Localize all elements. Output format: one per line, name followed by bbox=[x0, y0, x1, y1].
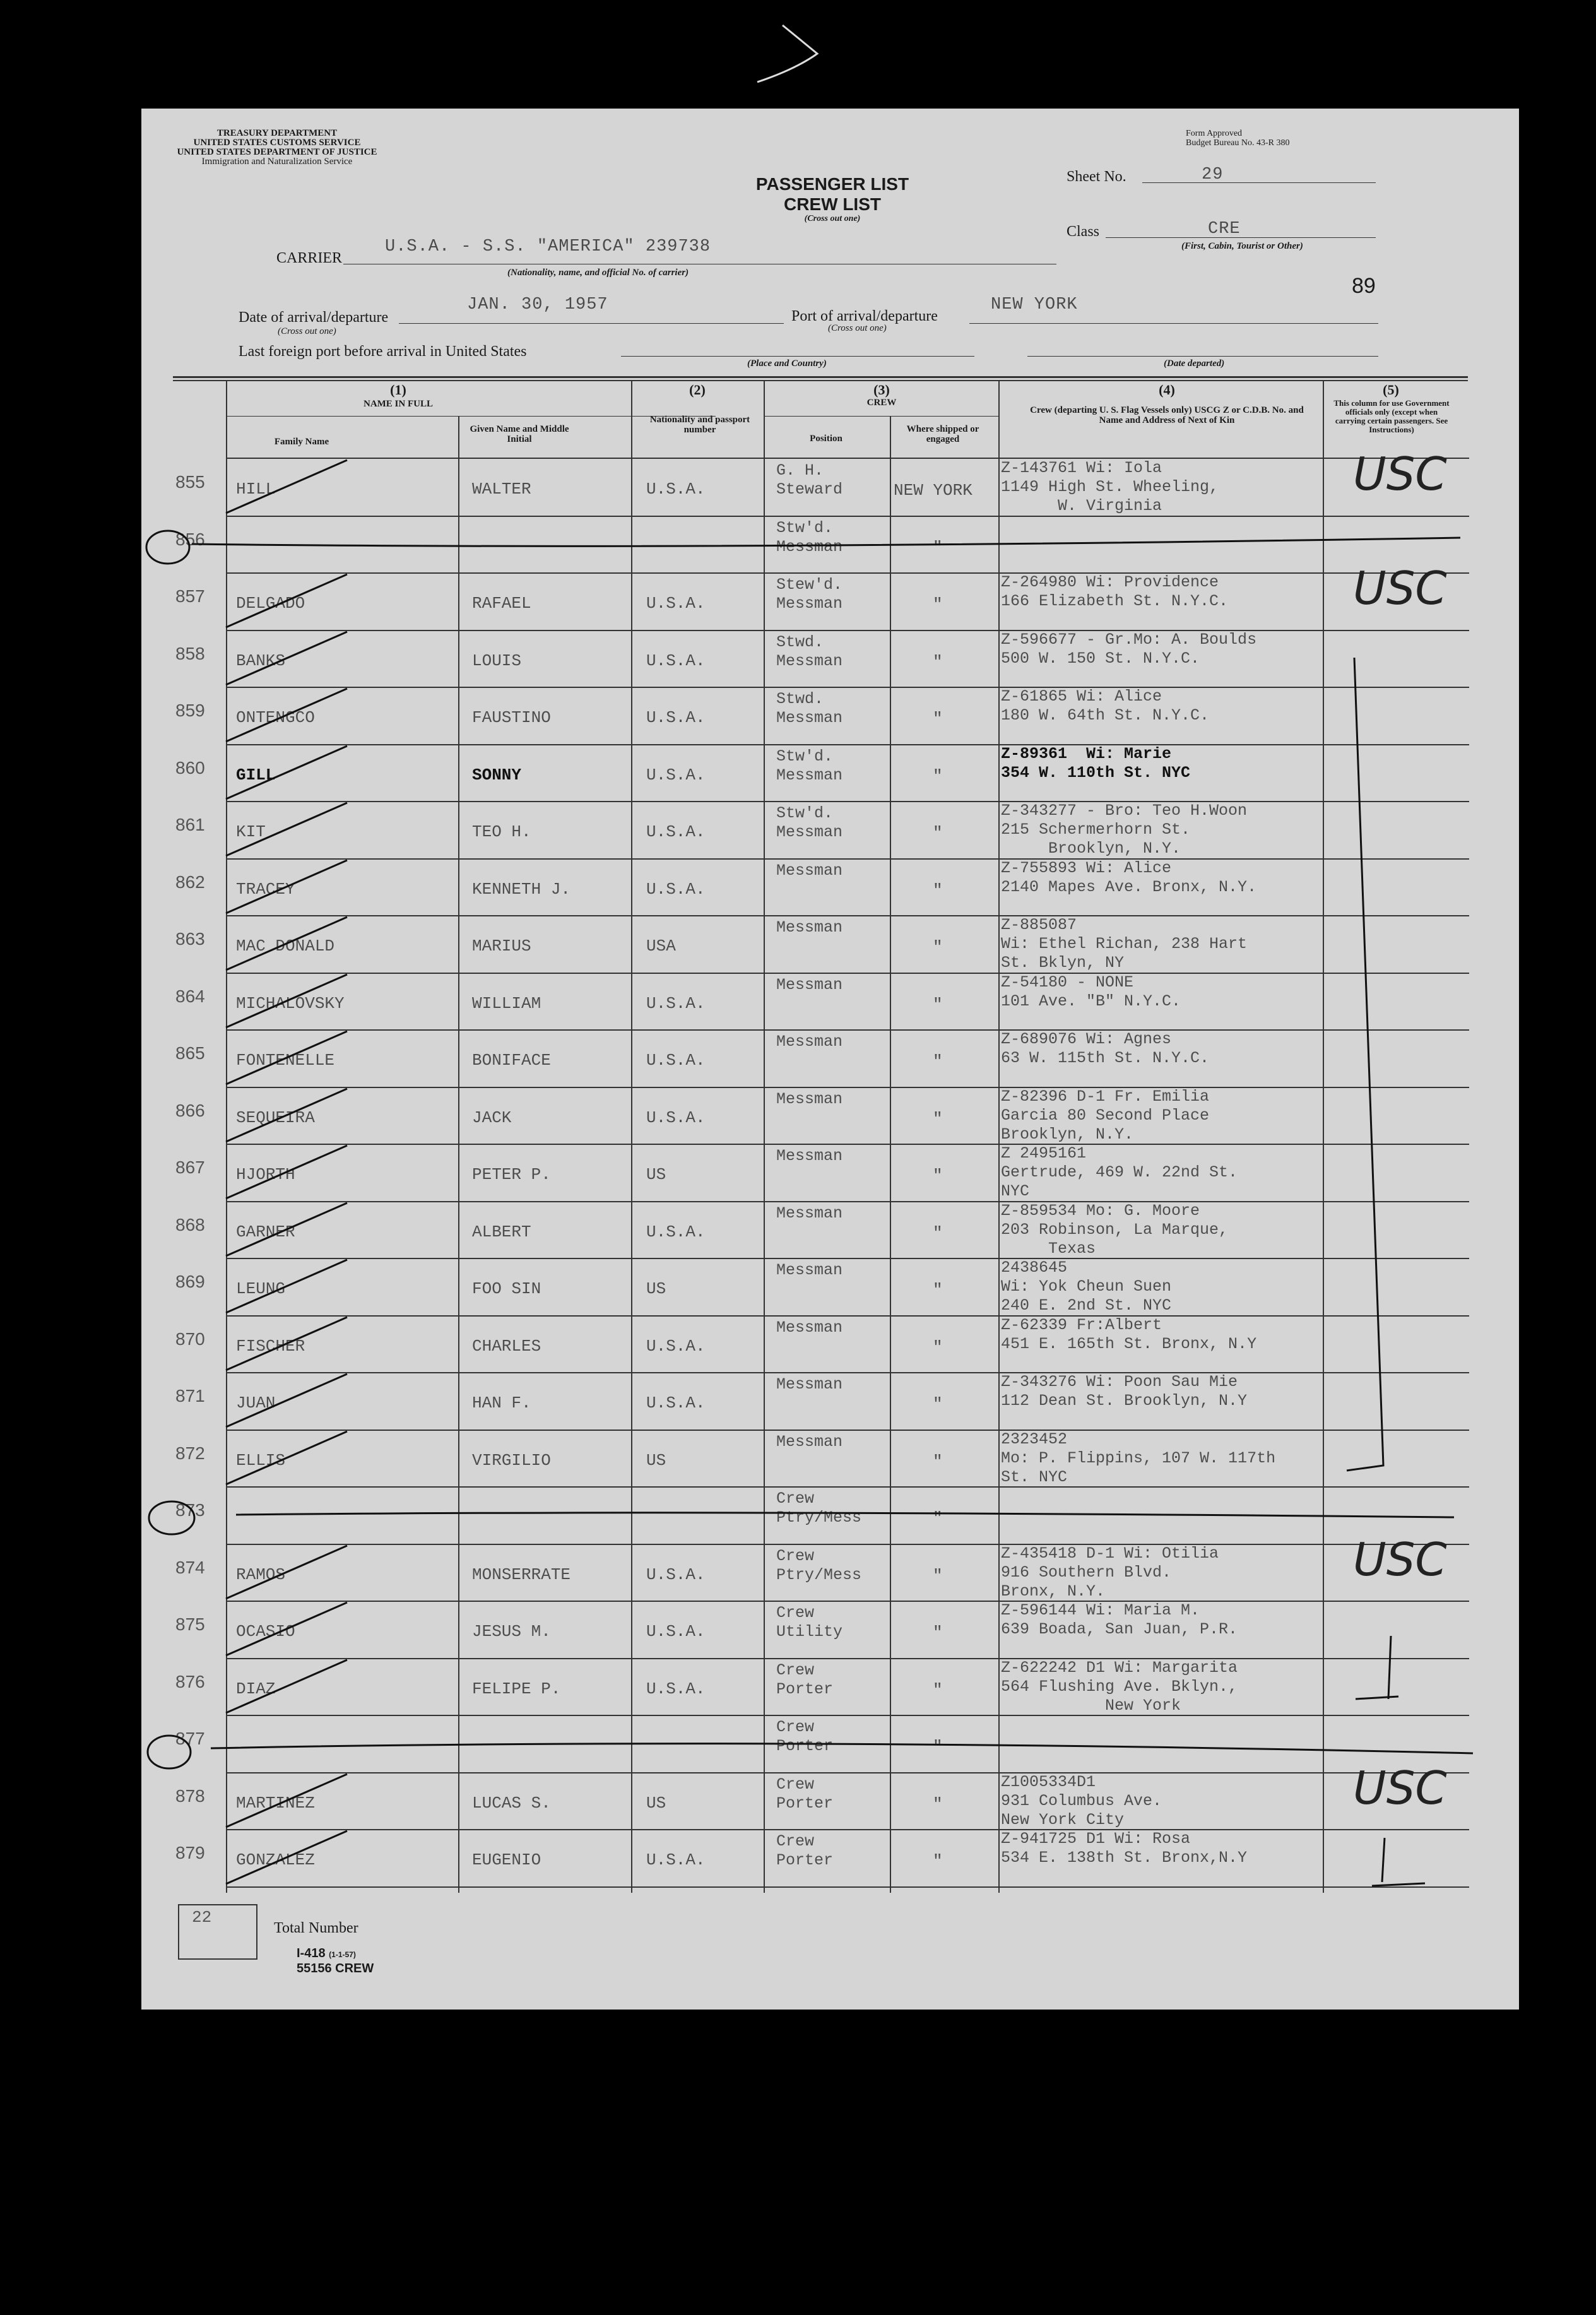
row-number: 872 bbox=[175, 1443, 205, 1463]
given-name: FAUSTINO bbox=[472, 708, 551, 728]
family-name: GARNER bbox=[236, 1222, 295, 1241]
next-of-kin: Z 2495161 Gertrude, 469 W. 22nd St. NYC bbox=[1001, 1144, 1238, 1200]
class-label: Class bbox=[1067, 223, 1100, 240]
date-value: JAN. 30, 1957 bbox=[467, 295, 608, 314]
nationality: US bbox=[646, 1165, 666, 1185]
place-hint: (Place and Country) bbox=[747, 358, 827, 369]
row-number: 865 bbox=[175, 1043, 205, 1063]
next-of-kin: Z-54180 - NONE 101 Ave. "B" N.Y.C. bbox=[1001, 973, 1181, 1010]
where-shipped: NEW YORK bbox=[894, 481, 972, 500]
family-name: MAC DONALD bbox=[236, 937, 335, 956]
where-shipped: " bbox=[933, 709, 943, 729]
family-name: MICHALOVSKY bbox=[236, 993, 345, 1013]
port-hint: (Cross out one) bbox=[828, 323, 887, 333]
form-approved: Form Approved bbox=[1186, 129, 1243, 138]
where-shipped: " bbox=[933, 1623, 943, 1643]
where-shipped: " bbox=[933, 1452, 943, 1471]
given-name: EUGENIO bbox=[472, 1850, 541, 1870]
total-value: 22 bbox=[192, 1908, 212, 1927]
given-name: MARIUS bbox=[472, 937, 531, 956]
where-shipped: " bbox=[933, 1852, 943, 1871]
carrier-value: U.S.A. - S.S. "AMERICA" 239738 bbox=[385, 237, 711, 256]
bracket-foot bbox=[1356, 1696, 1398, 1699]
row-number: 866 bbox=[175, 1100, 205, 1120]
crew-position: Messman bbox=[776, 1318, 843, 1337]
col4-title: Crew (departing U. S. Flag Vessels only) USCG Z or C.D.B. No. and Name and Address of Next of Kin bbox=[1030, 405, 1304, 425]
where-shipped: " bbox=[933, 1738, 943, 1757]
next-of-kin: Z-343277 - Bro: Teo H.Woon 215 Schermerhorn St. Brooklyn, N.Y. bbox=[1001, 802, 1248, 858]
row-number: 876 bbox=[175, 1671, 205, 1691]
nationality: U.S.A. bbox=[646, 1051, 706, 1070]
crew-position: Stwd. Messman bbox=[776, 632, 843, 670]
where-shipped: " bbox=[933, 938, 943, 957]
next-of-kin: Z-596677 - Gr.Mo: A. Boulds 500 W. 150 St. N.Y.C. bbox=[1001, 630, 1257, 668]
col3-title: CREW bbox=[866, 398, 897, 408]
official-mark: USC bbox=[1353, 447, 1447, 500]
crew-position: Messman bbox=[776, 1261, 843, 1279]
row-number: 864 bbox=[175, 986, 205, 1006]
row-number: 858 bbox=[175, 643, 205, 663]
next-of-kin: Z-343276 Wi: Poon Sau Mie 112 Dean St. Brooklyn, N.Y bbox=[1001, 1373, 1248, 1410]
row-number: 861 bbox=[175, 815, 205, 835]
row-number: 868 bbox=[175, 1214, 205, 1234]
family-name: MARTINEZ bbox=[236, 1793, 315, 1813]
col3-number: (3) bbox=[873, 382, 890, 398]
given-name: PETER P. bbox=[472, 1165, 551, 1185]
given-name: JESUS M. bbox=[472, 1622, 551, 1642]
row-number: 862 bbox=[175, 872, 205, 892]
agency-line: TREASURY DEPARTMENT bbox=[216, 128, 338, 138]
given-name: MONSERRATE bbox=[472, 1565, 571, 1584]
next-of-kin: Z-941725 D1 Wi: Rosa 534 E. 138th St. Bronx,N.Y bbox=[1001, 1830, 1248, 1867]
family-name: GONZALEZ bbox=[236, 1850, 315, 1870]
where-shipped: " bbox=[933, 595, 943, 615]
next-of-kin: Z-596144 Wi: Maria M. 639 Boada, San Juan, P.R. bbox=[1001, 1601, 1238, 1638]
given-name: WALTER bbox=[472, 480, 531, 499]
row-number: 856 bbox=[175, 529, 205, 549]
official-mark: USC bbox=[1353, 1761, 1447, 1815]
nationality: U.S.A. bbox=[646, 1679, 706, 1698]
nationality: U.S.A. bbox=[646, 1565, 706, 1584]
agency-line: UNITED STATES CUSTOMS SERVICE bbox=[193, 138, 361, 148]
family-name: SEQUEIRA bbox=[236, 1108, 315, 1127]
given-name: JACK bbox=[472, 1108, 512, 1127]
given-name: WILLIAM bbox=[472, 993, 541, 1013]
date-hint: (Cross out one) bbox=[278, 326, 336, 336]
strike-row-877 bbox=[211, 1744, 1473, 1753]
family-name: ELLIS bbox=[236, 1450, 286, 1470]
crew-position: Stw'd. Messman bbox=[776, 747, 843, 784]
row-number: 855 bbox=[175, 472, 205, 492]
page-number: 89 bbox=[1352, 274, 1376, 298]
nationality: U.S.A. bbox=[646, 708, 706, 728]
form-no: I-418 bbox=[297, 1946, 326, 1960]
given-name: KENNETH J. bbox=[472, 879, 571, 899]
form-code: 55156 CREW bbox=[297, 1962, 374, 1975]
where-shipped: " bbox=[933, 824, 943, 843]
official-mark: USC bbox=[1353, 562, 1447, 615]
where-shipped: " bbox=[933, 1052, 943, 1072]
row-number: 859 bbox=[175, 701, 205, 721]
form-id bbox=[297, 1946, 374, 1975]
crew-list-document bbox=[141, 109, 1519, 2010]
crew-position: Stew'd. Messman bbox=[776, 576, 843, 613]
row-number: 879 bbox=[175, 1843, 205, 1863]
form-date: (1-1-57) bbox=[329, 1950, 356, 1959]
where-shipped: " bbox=[933, 1281, 943, 1300]
nationality: U.S.A. bbox=[646, 1622, 706, 1642]
where-shipped: " bbox=[933, 995, 943, 1014]
col3-position: Position bbox=[810, 434, 842, 444]
given-name: LUCAS S. bbox=[472, 1793, 551, 1813]
given-name: BONIFACE bbox=[472, 1051, 551, 1070]
next-of-kin: Z-859534 Mo: G. Moore 203 Robinson, La Marque, Texas bbox=[1001, 1201, 1229, 1258]
nationality: U.S.A. bbox=[646, 1222, 706, 1241]
crew-position: Messman bbox=[776, 918, 843, 937]
nationality: U.S.A. bbox=[646, 822, 706, 842]
agency-line: Immigration and Naturalization Service bbox=[201, 157, 353, 167]
nationality: U.S.A. bbox=[646, 651, 706, 670]
title-passenger-list: PASSENGER LIST bbox=[755, 174, 909, 194]
row-number: 878 bbox=[175, 1785, 205, 1806]
col2-number: (2) bbox=[689, 382, 706, 398]
date-label: Date of arrival/departure bbox=[239, 309, 389, 326]
circle-877 bbox=[148, 1736, 191, 1768]
crew-position: Messman bbox=[776, 1204, 843, 1223]
nationality: U.S.A. bbox=[646, 993, 706, 1013]
row-number: 875 bbox=[175, 1614, 205, 1635]
class-value: CRE bbox=[1208, 220, 1241, 239]
handwritten-marks bbox=[141, 109, 1519, 2010]
carrier-label: CARRIER bbox=[276, 250, 343, 266]
family-name: ONTENGCO bbox=[236, 708, 315, 728]
where-shipped: " bbox=[933, 1794, 943, 1814]
circle-856 bbox=[146, 531, 189, 564]
given-name: HAN F. bbox=[472, 1394, 531, 1413]
family-name: FISCHER bbox=[236, 1336, 305, 1356]
crew-position: Messman bbox=[776, 1147, 843, 1165]
last-port-label: Last foreign port before arrival in United States bbox=[239, 343, 527, 360]
next-of-kin: Z1005334D1 931 Columbus Ave. New York City bbox=[1001, 1772, 1162, 1829]
where-shipped: " bbox=[933, 1337, 943, 1357]
nationality: US bbox=[646, 1450, 666, 1470]
crew-position: Crew Utility bbox=[776, 1604, 843, 1641]
crew-position: Crew Porter bbox=[776, 1718, 834, 1755]
family-name: DIAZ bbox=[236, 1679, 276, 1698]
crew-position: Crew Porter bbox=[776, 1775, 834, 1813]
crew-position: Stw'd. Messman bbox=[776, 518, 843, 556]
where-shipped: " bbox=[933, 1680, 943, 1700]
family-name: HILL bbox=[236, 480, 276, 499]
next-of-kin: Z-62339 Fr:Albert 451 E. 165th St. Bronx, N.Y bbox=[1001, 1315, 1257, 1353]
given-name: FELIPE P. bbox=[472, 1679, 561, 1698]
bracket-foot bbox=[1372, 1883, 1425, 1886]
nationality: U.S.A. bbox=[646, 1394, 706, 1413]
family-name: OCASIO bbox=[236, 1622, 295, 1642]
col4-number: (4) bbox=[1159, 382, 1175, 398]
family-name: FONTENELLE bbox=[236, 1051, 335, 1070]
family-name: TRACEY bbox=[236, 879, 295, 899]
cross-out-hint: (Cross out one) bbox=[804, 214, 861, 223]
crew-position: Crew Ptry/Mess bbox=[776, 1489, 862, 1527]
nationality: U.S.A. bbox=[646, 594, 706, 613]
col2-title: Nationality and passport number bbox=[649, 415, 750, 435]
where-shipped: " bbox=[933, 538, 943, 557]
port-label: Port of arrival/departure bbox=[791, 308, 938, 324]
given-name: TEO H. bbox=[472, 822, 531, 842]
given-name: LOUIS bbox=[472, 651, 522, 670]
official-mark: USC bbox=[1353, 1532, 1447, 1586]
col5-number: (5) bbox=[1383, 382, 1399, 398]
next-of-kin: Z-143761 Wi: Iola 1149 High St. Wheeling, W. Virginia bbox=[1001, 459, 1219, 515]
next-of-kin: Z-435418 D-1 Wi: Otilia 916 Southern Blvd. Bronx, N.Y. bbox=[1001, 1544, 1219, 1601]
row-number: 863 bbox=[175, 929, 205, 949]
crew-position: Crew Porter bbox=[776, 1832, 834, 1869]
family-name: BANKS bbox=[236, 651, 286, 670]
where-shipped: " bbox=[933, 880, 943, 900]
row-number: 877 bbox=[175, 1729, 205, 1749]
family-name: HJORTH bbox=[236, 1165, 295, 1185]
where-shipped: " bbox=[933, 1566, 943, 1585]
family-name: JUAN bbox=[236, 1394, 276, 1413]
family-name: DELGADO bbox=[236, 594, 305, 613]
crew-position: Messman bbox=[776, 1432, 843, 1451]
nationality: U.S.A. bbox=[646, 879, 706, 899]
nationality: US bbox=[646, 1793, 666, 1813]
next-of-kin: Z-82396 D-1 Fr. Emilia Garcia 80 Second Place Brooklyn, N.Y. bbox=[1001, 1087, 1210, 1144]
where-shipped: " bbox=[933, 766, 943, 786]
crew-position: Crew Ptry/Mess bbox=[776, 1546, 862, 1584]
col1-family: Family Name bbox=[274, 437, 329, 447]
where-shipped: " bbox=[933, 1166, 943, 1186]
bracket-line-3 bbox=[1382, 1838, 1385, 1882]
nationality: USA bbox=[646, 937, 676, 956]
given-name: RAFAEL bbox=[472, 594, 531, 613]
row-number: 870 bbox=[175, 1329, 205, 1349]
next-of-kin: Z-61865 Wi: Alice 180 W. 64th St. N.Y.C. bbox=[1001, 687, 1210, 725]
where-shipped: " bbox=[933, 1109, 943, 1128]
crew-position: G. H. Steward bbox=[776, 461, 843, 499]
strike-row-856 bbox=[192, 538, 1460, 546]
nationality: U.S.A. bbox=[646, 765, 706, 784]
family-name: GILL bbox=[236, 765, 276, 784]
row-number: 857 bbox=[175, 586, 205, 607]
where-shipped: " bbox=[933, 1223, 943, 1243]
nationality: US bbox=[646, 1279, 666, 1299]
given-name: CHARLES bbox=[472, 1336, 541, 1356]
nationality: U.S.A. bbox=[646, 1850, 706, 1870]
col1-title: NAME IN FULL bbox=[363, 399, 433, 409]
row-number: 874 bbox=[175, 1557, 205, 1577]
col1-number: (1) bbox=[390, 382, 406, 398]
sheet-value: 29 bbox=[1202, 165, 1224, 184]
nationality: U.S.A. bbox=[646, 480, 706, 499]
crew-position: Messman bbox=[776, 861, 843, 880]
background-mark bbox=[751, 19, 827, 88]
port-value: NEW YORK bbox=[991, 295, 1078, 314]
family-name: LEUNG bbox=[236, 1279, 286, 1299]
where-shipped: " bbox=[933, 1395, 943, 1414]
family-name: RAMOS bbox=[236, 1565, 286, 1584]
row-number: 873 bbox=[175, 1500, 205, 1520]
given-name: FOO SIN bbox=[472, 1279, 541, 1299]
title-crew-list: CREW LIST bbox=[784, 194, 881, 214]
next-of-kin: Z-885087 Wi: Ethel Richan, 238 Hart St. Bklyn, NY bbox=[1001, 916, 1248, 972]
where-shipped: " bbox=[933, 1509, 943, 1529]
row-number: 867 bbox=[175, 1158, 205, 1178]
next-of-kin: 2438645 Wi: Yok Cheun Suen 240 E. 2nd St. NYC bbox=[1001, 1258, 1172, 1315]
crew-position: Messman bbox=[776, 1033, 843, 1051]
crew-position: Messman bbox=[776, 1375, 843, 1394]
next-of-kin: Z-264980 Wi: Providence 166 Elizabeth St. N.Y.C. bbox=[1001, 573, 1229, 610]
row-number: 869 bbox=[175, 1272, 205, 1292]
crew-position: Crew Porter bbox=[776, 1661, 834, 1698]
nationality: U.S.A. bbox=[646, 1108, 706, 1127]
where-shipped: " bbox=[933, 652, 943, 672]
col3-where: Where shipped or engaged bbox=[906, 424, 979, 444]
bracket-line-1 bbox=[1347, 658, 1383, 1471]
row-number: 860 bbox=[175, 757, 205, 778]
col1-given: Given Name and Middle Initial bbox=[470, 424, 569, 444]
next-of-kin: 2323452 Mo: P. Flippins, 107 W. 117th St. NYC bbox=[1001, 1430, 1276, 1486]
crew-position: Messman bbox=[776, 975, 843, 994]
family-name: KIT bbox=[236, 822, 266, 842]
next-of-kin: Z-689076 Wi: Agnes 63 W. 115th St. N.Y.C. bbox=[1001, 1030, 1210, 1067]
strike-row-873 bbox=[236, 1513, 1454, 1517]
nationality: U.S.A. bbox=[646, 1336, 706, 1356]
total-box bbox=[178, 1904, 257, 1960]
given-name: SONNY bbox=[472, 765, 522, 784]
sheet-label: Sheet No. bbox=[1067, 169, 1126, 185]
bracket-line-2 bbox=[1388, 1636, 1391, 1699]
date-departed-hint: (Date departed) bbox=[1164, 358, 1225, 369]
next-of-kin: Z-622242 D1 Wi: Margarita 564 Flushing Ave. Bklyn., New York bbox=[1001, 1658, 1238, 1715]
next-of-kin: Z-755893 Wi: Alice 2140 Mapes Ave. Bronx, N.Y. bbox=[1001, 858, 1257, 896]
carrier-hint: (Nationality, name, and official No. of carrier) bbox=[507, 268, 689, 278]
given-name: ALBERT bbox=[472, 1222, 531, 1241]
crew-position: Stw'd. Messman bbox=[776, 804, 843, 841]
given-name: VIRGILIO bbox=[472, 1450, 551, 1470]
col5-title: This column for use Government officials only (except when carrying certain passengers. See Instructions) bbox=[1333, 398, 1450, 434]
budget-bureau: Budget Bureau No. 43-R 380 bbox=[1186, 138, 1290, 148]
class-hint: (First, Cabin, Tourist or Other) bbox=[1181, 241, 1303, 251]
total-label: Total Number bbox=[274, 1920, 358, 1936]
next-of-kin: Z-89361 Wi: Marie 354 W. 110th St. NYC bbox=[1001, 744, 1191, 782]
agency-line: UNITED STATES DEPARTMENT OF JUSTICE bbox=[177, 147, 377, 157]
circle-873 bbox=[149, 1501, 194, 1534]
crew-position: Stwd. Messman bbox=[776, 690, 843, 727]
row-number: 871 bbox=[175, 1386, 205, 1406]
crew-position: Messman bbox=[776, 1089, 843, 1108]
